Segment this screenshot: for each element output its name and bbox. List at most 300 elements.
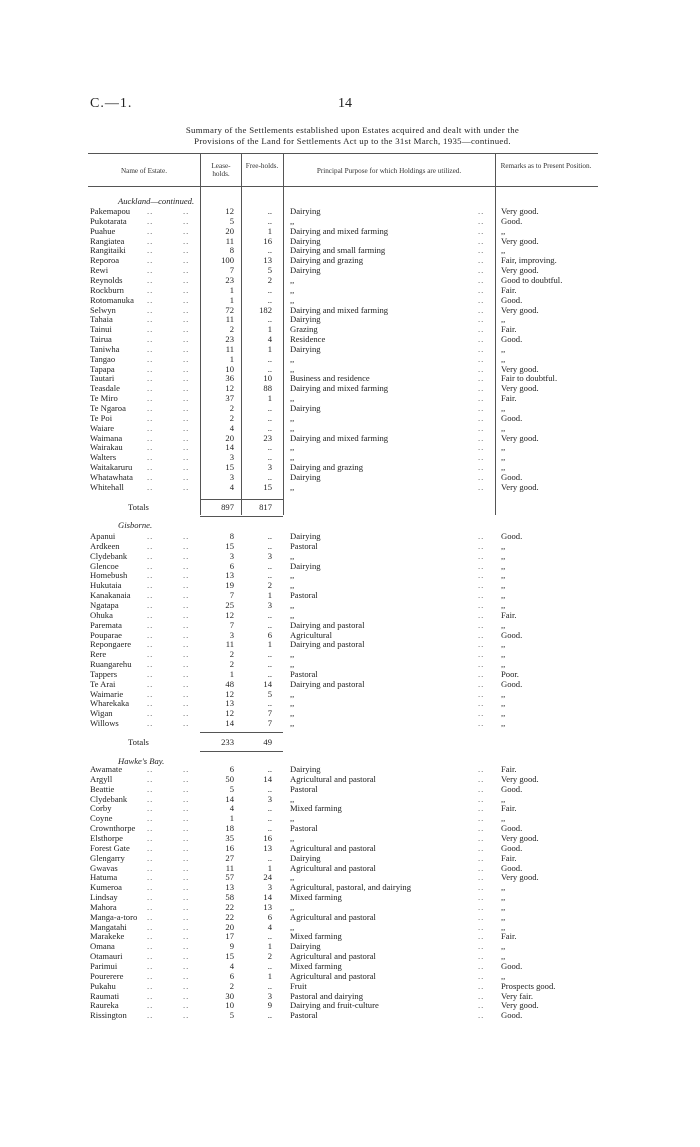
- freeholds-value: 16: [263, 832, 272, 843]
- table-row: [0, 1011, 700, 1021]
- estate-name: Waimana: [90, 432, 123, 443]
- leaseholds-value: 3: [229, 629, 234, 640]
- remarks-value: ,,: [501, 570, 506, 581]
- totals-rule: [200, 499, 283, 500]
- purpose-value: Dairying and small farming: [290, 245, 386, 256]
- leader-dots: ..: [147, 422, 154, 433]
- leaseholds-value: 15: [225, 951, 234, 962]
- totals-label: Totals: [128, 737, 149, 747]
- column-header-name: Name of Estate.: [120, 167, 168, 175]
- estate-name: Whitehall: [90, 481, 124, 492]
- leader-dots: ..: [183, 951, 190, 962]
- freeholds-value: ..: [267, 531, 272, 541]
- leaseholds-value: 6: [229, 764, 234, 774]
- estate-name: Kanakanaia: [90, 590, 131, 601]
- freeholds-value: ..: [267, 294, 272, 305]
- estate-name: Te Ngaroa: [90, 403, 126, 413]
- freeholds-value: ..: [267, 206, 272, 216]
- leader-dots: ..: [478, 206, 485, 216]
- purpose-value: Dairying: [290, 314, 321, 325]
- leader-dots: ..: [183, 793, 190, 804]
- remarks-value: Very good.: [501, 235, 539, 246]
- leader-dots: ..: [147, 570, 154, 581]
- freeholds-value: ..: [267, 619, 272, 630]
- leaseholds-value: 12: [225, 383, 234, 394]
- leaseholds-value: 20: [225, 921, 234, 932]
- leader-dots: ..: [183, 803, 190, 814]
- leader-dots: ..: [478, 599, 485, 610]
- leader-dots: ..: [478, 832, 485, 843]
- purpose-value: ,,: [290, 921, 295, 932]
- leader-dots: ..: [183, 678, 190, 689]
- purpose-value: ,,: [290, 872, 295, 883]
- estate-name: Rotomanuka: [90, 294, 134, 305]
- leader-dots: ..: [147, 353, 154, 364]
- leaseholds-value: 72: [225, 304, 234, 315]
- leader-dots: ..: [147, 599, 154, 610]
- freeholds-value: ..: [267, 980, 272, 991]
- leader-dots: ..: [478, 813, 485, 824]
- leader-dots: ..: [478, 980, 485, 991]
- leaseholds-value: 58: [225, 892, 234, 903]
- leaseholds-value: 4: [229, 422, 234, 433]
- column-header-leaseholds: Lease-holds.: [211, 162, 231, 178]
- leader-dots: ..: [478, 471, 485, 482]
- remarks-value: ,,: [501, 550, 506, 561]
- leader-dots: ..: [183, 225, 190, 236]
- purpose-value: Mixed farming: [290, 961, 342, 971]
- estate-name: Parimui: [90, 961, 118, 971]
- freeholds-value: ..: [267, 452, 272, 463]
- leader-dots: ..: [147, 852, 154, 863]
- totals-rule: [200, 732, 283, 733]
- purpose-value: ,,: [290, 550, 295, 561]
- leaseholds-value: 50: [225, 773, 234, 784]
- estate-name: Hatuma: [90, 872, 118, 883]
- leader-dots: ..: [478, 852, 485, 863]
- estate-name: Homebush: [90, 570, 128, 581]
- estate-name: Wigan: [90, 708, 113, 719]
- remarks-value: ,,: [501, 442, 506, 453]
- remarks-value: Good to doubtful.: [501, 274, 563, 285]
- leader-dots: ..: [147, 540, 154, 551]
- estate-name: Waitakaruru: [90, 462, 133, 473]
- leader-dots: ..: [478, 324, 485, 335]
- purpose-value: Pastoral: [290, 540, 318, 551]
- remarks-value: ,,: [501, 892, 506, 903]
- remarks-value: Good.: [501, 1010, 523, 1021]
- purpose-value: Dairying and mixed farming: [290, 225, 389, 236]
- leaseholds-value: 19: [225, 580, 234, 591]
- totals-rule: [200, 751, 283, 752]
- estate-name: Taniwha: [90, 343, 120, 354]
- leader-dots: ..: [147, 363, 154, 374]
- freeholds-value: 2: [267, 580, 272, 591]
- remarks-value: Very good.: [501, 265, 539, 276]
- estate-name: Hukutaia: [90, 580, 122, 591]
- estate-name: Marakeke: [90, 931, 125, 942]
- estate-name: Willows: [90, 718, 119, 729]
- leaseholds-value: 20: [225, 225, 234, 236]
- table-row: [0, 296, 700, 306]
- freeholds-value: ..: [267, 245, 272, 256]
- remarks-value: Fair.: [501, 393, 517, 404]
- remarks-value: Good.: [501, 531, 523, 541]
- leaseholds-value: 8: [229, 245, 234, 256]
- freeholds-value: ..: [267, 570, 272, 581]
- leader-dots: ..: [183, 708, 190, 719]
- remarks-value: Good.: [501, 823, 523, 834]
- freeholds-value: ..: [267, 813, 272, 824]
- freeholds-value: 1: [267, 324, 272, 335]
- purpose-value: Residence: [290, 334, 326, 345]
- leader-dots: ..: [183, 1010, 190, 1021]
- leader-dots: ..: [147, 304, 154, 315]
- leader-dots: ..: [478, 570, 485, 581]
- leaseholds-value: 30: [225, 990, 234, 1001]
- freeholds-value: 23: [263, 432, 272, 443]
- remarks-value: Good.: [501, 334, 523, 345]
- purpose-value: Pastoral and dairying: [290, 990, 364, 1001]
- estate-name: Lindsay: [90, 892, 118, 903]
- remarks-value: ,,: [501, 422, 506, 433]
- remarks-value: Good.: [501, 862, 523, 873]
- remarks-value: Very good.: [501, 832, 539, 843]
- leader-dots: ..: [183, 462, 190, 473]
- leader-dots: ..: [478, 951, 485, 962]
- estate-name: Kumeroa: [90, 882, 122, 893]
- estate-name: Crownthorpe: [90, 823, 136, 834]
- header-top-rule: [88, 153, 598, 154]
- purpose-value: Dairying: [290, 206, 321, 216]
- freeholds-value: ..: [267, 764, 272, 774]
- estate-name: Wharekaka: [90, 698, 130, 709]
- estate-name: Tapapa: [90, 363, 115, 374]
- leader-dots: ..: [183, 970, 190, 981]
- leader-dots: ..: [478, 481, 485, 492]
- remarks-value: ,,: [501, 225, 506, 236]
- freeholds-value: ..: [267, 442, 272, 453]
- leaseholds-value: 13: [225, 570, 234, 581]
- leader-dots: ..: [147, 783, 154, 794]
- leader-dots: ..: [147, 1010, 154, 1021]
- leader-dots: ..: [183, 373, 190, 384]
- leaseholds-value: 1: [229, 284, 234, 295]
- leader-dots: ..: [147, 764, 154, 774]
- leader-dots: ..: [478, 639, 485, 650]
- estate-name: Apanui: [90, 531, 116, 541]
- remarks-value: ,,: [501, 343, 506, 354]
- leader-dots: ..: [478, 255, 485, 266]
- freeholds-value: ..: [267, 823, 272, 834]
- leader-dots: ..: [478, 1010, 485, 1021]
- leader-dots: ..: [478, 901, 485, 912]
- leader-dots: ..: [183, 481, 190, 492]
- leaseholds-value: 9: [229, 941, 234, 952]
- totals-freeholds: 817: [259, 502, 272, 512]
- estate-name: Ngatapa: [90, 599, 119, 610]
- freeholds-value: ..: [267, 1010, 272, 1021]
- purpose-value: ,,: [290, 422, 295, 433]
- leader-dots: ..: [147, 383, 154, 394]
- freeholds-value: 6: [267, 911, 272, 922]
- freeholds-value: ..: [267, 961, 272, 971]
- remarks-value: ,,: [501, 580, 506, 591]
- purpose-value: Agricultural and pastoral: [290, 773, 376, 784]
- leaseholds-value: 7: [229, 590, 234, 601]
- leader-dots: ..: [183, 668, 190, 679]
- leader-dots: ..: [147, 531, 154, 541]
- remarks-value: ,,: [501, 911, 506, 922]
- leaseholds-value: 100: [221, 255, 234, 266]
- remarks-value: Fair.: [501, 609, 517, 620]
- leader-dots: ..: [183, 294, 190, 305]
- remarks-value: Good.: [501, 783, 523, 794]
- leader-dots: ..: [183, 823, 190, 834]
- totals-leaseholds: 897: [221, 502, 234, 512]
- leader-dots: ..: [478, 304, 485, 315]
- remarks-value: Good.: [501, 961, 523, 971]
- freeholds-value: 3: [267, 793, 272, 804]
- purpose-value: ,,: [290, 442, 295, 453]
- leader-dots: ..: [478, 773, 485, 784]
- remarks-value: ,,: [501, 590, 506, 601]
- leader-dots: ..: [147, 872, 154, 883]
- remarks-value: Fair.: [501, 931, 517, 942]
- leader-dots: ..: [147, 708, 154, 719]
- leader-dots: ..: [147, 403, 154, 413]
- remarks-value: ,,: [501, 540, 506, 551]
- leader-dots: ..: [478, 363, 485, 374]
- leaseholds-value: 2: [229, 412, 234, 423]
- purpose-value: ,,: [290, 698, 295, 709]
- leader-dots: ..: [478, 422, 485, 433]
- remarks-value: Fair.: [501, 324, 517, 335]
- remarks-value: Prospects good.: [501, 980, 556, 991]
- estate-name: Raumati: [90, 990, 120, 1001]
- estate-name: Ruangarehu: [90, 659, 132, 670]
- purpose-value: Grazing: [290, 324, 318, 335]
- leader-dots: ..: [147, 215, 154, 226]
- leader-dots: ..: [147, 931, 154, 942]
- freeholds-value: 7: [267, 708, 272, 719]
- leader-dots: ..: [147, 314, 154, 325]
- remarks-value: Very good.: [501, 363, 539, 374]
- remarks-value: ,,: [501, 560, 506, 571]
- leader-dots: ..: [183, 941, 190, 952]
- leaseholds-value: 10: [225, 363, 234, 374]
- leader-dots: ..: [147, 668, 154, 679]
- leader-dots: ..: [478, 970, 485, 981]
- purpose-value: Dairying and grazing: [290, 255, 364, 266]
- freeholds-value: 1: [267, 225, 272, 236]
- purpose-value: Agricultural and pastoral: [290, 842, 376, 853]
- remarks-value: ,,: [501, 698, 506, 709]
- leader-dots: ..: [147, 911, 154, 922]
- leaseholds-value: 16: [225, 842, 234, 853]
- leaseholds-value: 23: [225, 274, 234, 285]
- leaseholds-value: 4: [229, 803, 234, 814]
- leader-dots: ..: [478, 373, 485, 384]
- leader-dots: ..: [478, 892, 485, 903]
- remarks-value: ,,: [501, 314, 506, 325]
- freeholds-value: 3: [267, 462, 272, 473]
- section-heading: Gisborne.: [118, 520, 153, 530]
- estate-name: Raureka: [90, 1000, 119, 1011]
- remarks-value: ,,: [501, 462, 506, 473]
- leader-dots: ..: [183, 961, 190, 971]
- leaseholds-value: 17: [225, 931, 234, 942]
- remarks-value: Very good.: [501, 304, 539, 315]
- leader-dots: ..: [147, 842, 154, 853]
- remarks-value: ,,: [501, 353, 506, 364]
- purpose-value: ,,: [290, 649, 295, 660]
- leader-dots: ..: [478, 708, 485, 719]
- purpose-value: Mixed farming: [290, 803, 342, 814]
- leader-dots: ..: [147, 481, 154, 492]
- freeholds-value: 5: [267, 688, 272, 699]
- leader-dots: ..: [183, 882, 190, 893]
- remarks-value: ,,: [501, 921, 506, 932]
- freeholds-value: 5: [267, 265, 272, 276]
- leader-dots: ..: [478, 803, 485, 814]
- totals-leaseholds: 233: [221, 737, 234, 747]
- freeholds-value: 4: [267, 334, 272, 345]
- leader-dots: ..: [183, 383, 190, 394]
- leader-dots: ..: [183, 862, 190, 873]
- remarks-value: Very good.: [501, 872, 539, 883]
- freeholds-value: 14: [263, 773, 272, 784]
- freeholds-value: ..: [267, 783, 272, 794]
- leader-dots: ..: [183, 206, 190, 216]
- purpose-value: Agricultural and pastoral: [290, 970, 376, 981]
- leader-dots: ..: [478, 718, 485, 729]
- remarks-value: ,,: [501, 403, 506, 413]
- table-row: [0, 227, 700, 237]
- leader-dots: ..: [183, 764, 190, 774]
- remarks-value: Good.: [501, 629, 523, 640]
- leader-dots: ..: [478, 698, 485, 709]
- leader-dots: ..: [183, 872, 190, 883]
- remarks-value: ,,: [501, 813, 506, 824]
- freeholds-value: 182: [259, 304, 272, 315]
- estate-name: Te Arai: [90, 678, 116, 689]
- leader-dots: ..: [183, 284, 190, 295]
- purpose-value: ,,: [290, 452, 295, 463]
- leaseholds-value: 11: [225, 235, 234, 246]
- leaseholds-value: 12: [225, 688, 234, 699]
- leader-dots: ..: [478, 688, 485, 699]
- leader-dots: ..: [478, 225, 485, 236]
- leader-dots: ..: [147, 951, 154, 962]
- leader-dots: ..: [147, 452, 154, 463]
- estate-name: Pouparae: [90, 629, 122, 640]
- remarks-value: ,,: [501, 708, 506, 719]
- leader-dots: ..: [147, 659, 154, 670]
- leader-dots: ..: [478, 1000, 485, 1011]
- leader-dots: ..: [147, 471, 154, 482]
- leader-dots: ..: [183, 813, 190, 824]
- leaseholds-value: 14: [225, 793, 234, 804]
- freeholds-value: ..: [267, 471, 272, 482]
- freeholds-value: ..: [267, 659, 272, 670]
- freeholds-value: 13: [263, 842, 272, 853]
- leader-dots: ..: [478, 550, 485, 561]
- leader-dots: ..: [478, 383, 485, 394]
- estate-name: Teasdale: [90, 383, 120, 394]
- estate-name: Glencoe: [90, 560, 119, 571]
- remarks-value: Very fair.: [501, 990, 533, 1001]
- purpose-value: ,,: [290, 294, 295, 305]
- remarks-value: Very good.: [501, 481, 539, 492]
- leaseholds-value: 5: [229, 215, 234, 226]
- leaseholds-value: 18: [225, 823, 234, 834]
- purpose-value: Dairying and mixed farming: [290, 432, 389, 443]
- leader-dots: ..: [478, 872, 485, 883]
- leaseholds-value: 13: [225, 698, 234, 709]
- freeholds-value: 1: [267, 941, 272, 952]
- freeholds-value: 3: [267, 990, 272, 1001]
- purpose-value: Dairying: [290, 235, 321, 246]
- estate-name: Tainui: [90, 324, 112, 335]
- purpose-value: ,,: [290, 718, 295, 729]
- leaseholds-value: 6: [229, 560, 234, 571]
- estate-name: Omana: [90, 941, 115, 952]
- leaseholds-value: 15: [225, 540, 234, 551]
- leader-dots: ..: [183, 304, 190, 315]
- remarks-value: ,,: [501, 659, 506, 670]
- remarks-value: Fair.: [501, 803, 517, 814]
- estate-name: Tautari: [90, 373, 115, 384]
- leader-dots: ..: [147, 832, 154, 843]
- leader-dots: ..: [147, 560, 154, 571]
- purpose-value: ,,: [290, 481, 295, 492]
- estate-name: Pukahu: [90, 980, 116, 991]
- leader-dots: ..: [147, 1000, 154, 1011]
- purpose-value: ,,: [290, 284, 295, 295]
- purpose-value: Agricultural, pastoral, and dairying: [290, 882, 411, 893]
- leader-dots: ..: [183, 921, 190, 932]
- leaseholds-value: 3: [229, 471, 234, 482]
- freeholds-value: ..: [267, 412, 272, 423]
- remarks-value: ,,: [501, 793, 506, 804]
- purpose-value: ,,: [290, 570, 295, 581]
- leader-dots: ..: [147, 678, 154, 689]
- freeholds-value: 88: [263, 383, 272, 394]
- purpose-value: Dairying: [290, 531, 321, 541]
- remarks-value: Good.: [501, 215, 523, 226]
- remarks-value: ,,: [501, 951, 506, 962]
- leader-dots: ..: [183, 609, 190, 620]
- leader-dots: ..: [478, 284, 485, 295]
- leaseholds-value: 1: [229, 813, 234, 824]
- purpose-value: ,,: [290, 363, 295, 374]
- purpose-value: ,,: [290, 580, 295, 591]
- leader-dots: ..: [478, 274, 485, 285]
- page-number: 14: [338, 96, 352, 111]
- purpose-value: Pastoral: [290, 1010, 318, 1021]
- leaseholds-value: 23: [225, 334, 234, 345]
- leader-dots: ..: [147, 823, 154, 834]
- leaseholds-value: 1: [229, 294, 234, 305]
- document-reference: C.—1.: [90, 96, 133, 111]
- leader-dots: ..: [147, 255, 154, 266]
- leader-dots: ..: [147, 274, 154, 285]
- freeholds-value: 1: [267, 862, 272, 873]
- remarks-value: Very good.: [501, 1000, 539, 1011]
- leader-dots: ..: [478, 590, 485, 601]
- freeholds-value: 7: [267, 718, 272, 729]
